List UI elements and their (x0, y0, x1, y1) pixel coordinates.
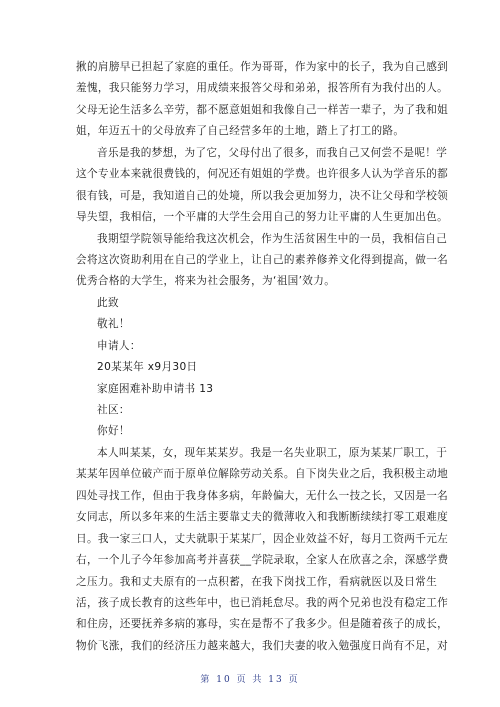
text-line: 社区： (97, 404, 130, 416)
text-line: 右，一个儿子今年参加高考并喜获__学院录取，全家人在欣喜之余，深感学费 (76, 554, 449, 567)
text-line: 四处寻找工作，但由于我身体多病，年龄偏大，无什么一技之长，又因是一名 (76, 489, 449, 502)
text-line: 我期望学院领导能给我这次机会，作为生活贫困生中的一员，我相信自己 (97, 232, 448, 245)
text-line: 此致 (97, 296, 119, 309)
text-line: 敬礼！ (97, 318, 130, 331)
text-line: 很有钱，可是，我知道自己的处境，所以我会更加努力，决不让父母和学校领 (76, 189, 449, 202)
text-line: 20某某年 x9月30日 (97, 361, 198, 374)
text-line: 优秀合格的大学生，将来为社会服务，为‘祖国’效力。 (76, 275, 336, 288)
text-line: 和住房，还要抚养多病的寡母，实在是帮不了我多少。但是随着孩子的成长， (76, 618, 449, 631)
document-body (76, 57, 449, 657)
page-number-footer: 第 10 页 共 13 页 (200, 675, 300, 685)
text-line: 父母无论生活多么辛劳，都不愿意姐姐和我像自己一样苦一辈子，为了我和姐 (76, 103, 449, 116)
text-line: 这个专业本来就很费钱的，何况还有姐姐的学费。也许很多人认为学音乐的都 (76, 168, 449, 181)
text-line: 活，孩子成长教育的这些年中，也已消耗怠尽。我的两个兄弟也没有稳定工作 (76, 596, 449, 609)
text-line: 羞愧，我只能努力学习，用成绩来报答父母和弟弟，报答所有为我付出的人。 (76, 82, 449, 95)
text-line: 申请人： (97, 339, 141, 352)
text-line: 日。我一家三口人，丈夫就职于某某厂，因企业效益不好，每月工资两千元左 (76, 532, 449, 545)
text-line: 物价飞涨，我们的经济压力越来越大，我们夫妻的收入勉强度日尚有不足，对 (76, 639, 449, 652)
text-line: 家庭困难补助申请书 13 (97, 382, 214, 395)
text-line: 会将这次资助利用在自己的学业上，让自己的素养修养文化得到提高，做一名 (76, 253, 449, 266)
text-line: 女同志，所以多年来的生活主要靠丈夫的微薄收入和我断断续续打零工艰难度 (76, 511, 449, 524)
text-line: 音乐是我的梦想，为了它，父母付出了很多，而我自己又何尝不是呢！学 (97, 146, 448, 159)
text-line: 某某年因单位破产而于原单位解除劳动关系。自下岗失业之后，我积极主动地 (76, 468, 449, 481)
text-line: 本人叫某某，女，现年某某岁。我是一名失业职工，原为某某厂职工，于 (97, 446, 448, 459)
text-line: 之压力。我和丈夫原有的一点积蓄，在我下岗找工作，看病就医以及日常生 (76, 575, 438, 588)
text-line: 揪的肩膀早已担起了家庭的重任。作为哥哥，作为家中的长子，我为自己感到 (76, 61, 449, 73)
text-line: 姐，年迈五十的父母放弃了自己经营多年的土地，踏上了打工的路。 (76, 125, 405, 138)
text-line: 你好！ (97, 425, 130, 438)
text-line: 导失望，我相信，一个平庸的大学生会用自己的努力让平庸的人生更加出色。 (76, 211, 449, 224)
